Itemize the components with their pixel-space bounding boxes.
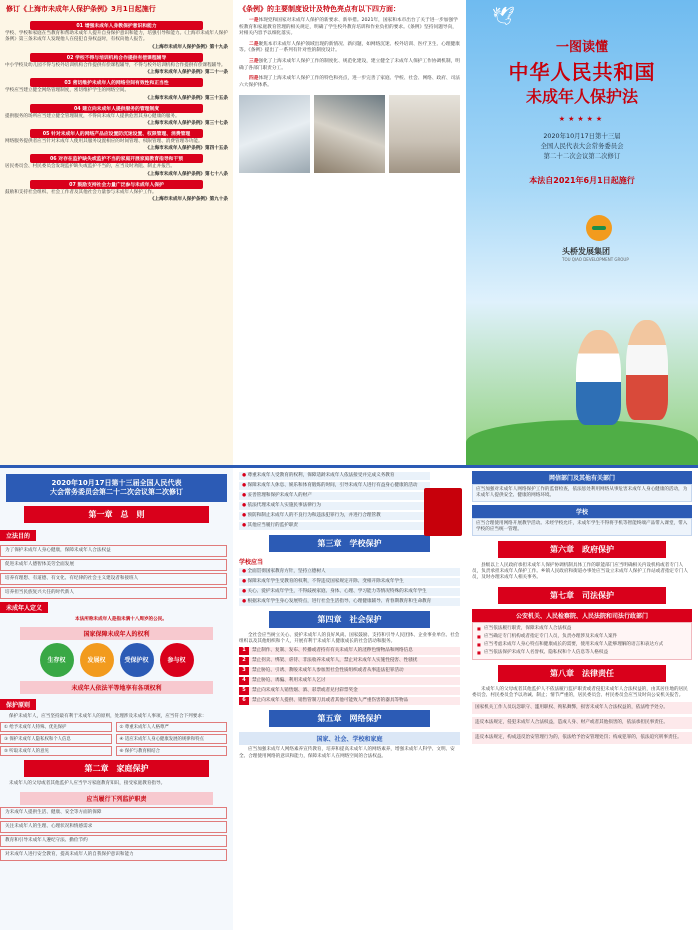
- school-head: 学校: [472, 505, 692, 518]
- regulation-item-head: 07 鼓励支持社会力量广泛参与未成年人保护: [30, 180, 203, 189]
- regulation-panel: [0, 0, 233, 465]
- society-prohibitions: [239, 647, 460, 705]
- principle-item: ② 尊重未成年人人格尊严: [116, 722, 228, 732]
- cover-subtitle: 一图读懂: [555, 40, 608, 55]
- guardian-duty-item: ● 依法代理未成年人实施民事法律行为: [239, 502, 430, 510]
- highlight-lead: 四是: [249, 76, 259, 82]
- highlight-paragraph: [239, 42, 460, 55]
- society-prohibition-number: 3: [239, 667, 249, 675]
- law-general-panel: [0, 465, 233, 930]
- law-book-icon: [424, 488, 462, 536]
- right-circle: 生存权: [40, 643, 74, 677]
- principle-text: 保护未成年人，应当坚持最有利于未成年人的原则，处理涉及未成年人事项，应当符合下列要求：: [9, 714, 207, 720]
- regulation-item-source: 《上海市未成年人保护条例》第十九条: [149, 44, 228, 50]
- principle-item: ④ 适应未成年人身心健康发展的规律和特点: [116, 734, 228, 744]
- family-duties-title: 应当履行下列监护职责: [20, 792, 213, 805]
- family-duties-list: [0, 807, 233, 861]
- judicial-item: ■ 应当确定专门机构或者指定专门人员，负责办理涉及未成年人案件: [476, 633, 688, 641]
- regulation-item: [5, 21, 228, 50]
- company-logo-icon: [586, 215, 612, 241]
- guardian-duty-item: ● 预防和制止未成年人的不良行为和违法犯罪行为，并进行合理管教: [239, 512, 430, 520]
- purpose-list: [0, 545, 233, 599]
- liability-box-1: 国家机关工作人员玩忽职守、滥用职权、徇私舞弊，损害未成年人合法权益的，依法给予处分。: [472, 702, 692, 714]
- purpose-tag: 立法目的: [0, 530, 36, 541]
- society-prohibition-text: 禁止胁迫、引诱、教唆未成年人参加黑社会性质组织或者从事违法犯罪活动: [249, 667, 460, 675]
- judicial-head: 公安机关、人民检察院、人民法院和司法行政部门: [472, 609, 692, 622]
- society-prohibition-text: 禁止拐卖、绑架、虐待、非法收养未成年人，禁止对未成年人实施性侵害、性骚扰: [249, 657, 460, 665]
- principle-tag: 保护原则: [0, 699, 36, 710]
- family-duty-item: 关注未成年人的生理、心理状况和情感需求: [0, 821, 227, 833]
- regulation-item-text: 鼓励和支持社会组织、社会工作者及其他社会力量参与未成年人保护工作。: [5, 189, 157, 195]
- regulation-items: [0, 21, 233, 202]
- liability-box-2: 违反本法规定，侵犯未成年人合法权益，造成人身、财产或者其他损害的，依法承担民事责任。: [472, 717, 692, 729]
- regulation-item: [5, 129, 228, 151]
- chapter-2-title: 第二章 家庭保护: [24, 760, 209, 777]
- school-subtitle: 学校应当: [239, 559, 264, 566]
- school-duty-item: ● 全面贯彻国家教育方针，坚持立德树人: [239, 568, 460, 576]
- regulation-item-text: 学校、学校和家庭在当教育和帮助未成年人提升自身保护意识和能力，培强引导和能力。《上海市未成年人保护条例》第三条未成年人发现他人在侵犯自身权益时，有权向他人报告。: [5, 31, 228, 43]
- network-subtitle: 国家、社会、学校和家庭: [239, 732, 460, 745]
- cover-title: 中华人民共和国: [508, 60, 656, 84]
- cyber-dept-head: 网信部门及其他有关部门: [472, 471, 692, 484]
- chapter-1-title: 第一章 总 则: [24, 506, 209, 523]
- society-text: 全社会应当树立关心、爱护未成年人的良好风尚。国家鼓励、支持和引导人民团体、企业事业单位、社会组织以及其他组织和个人，开展有利于未成年人健康成长的社会活动和服务。: [239, 633, 460, 645]
- society-prohibition-number: 2: [239, 657, 249, 665]
- school-society-panel: [233, 465, 466, 930]
- guardian-duty-item: ● 尊重未成年人受教育的权利，保障适龄未成年人依法接受并完成义务教育: [239, 472, 430, 480]
- school-text: 应当合理使用网络开展教学活动。未经学校允许，未成年学生不得将手机等智能终端产品带入课堂，带入学校的应当统一管理。: [472, 518, 692, 536]
- school-duties-list: [239, 568, 460, 606]
- highlight-lead: 二是: [249, 41, 259, 47]
- principle-grid: [0, 722, 227, 756]
- chapter-6-title: 第六章 政府保护: [498, 541, 666, 558]
- society-prohibition-text: 禁止制作、复制、发布、传播或者持有有关未成年人的淫秽色情物品和网络信息: [249, 647, 460, 655]
- regulation-item: [5, 53, 228, 75]
- regulation-item-source: 《上海市未成年人保护条例》第三十七条: [145, 121, 228, 127]
- effective-date: 本法自2021年6月1日起施行: [529, 176, 635, 185]
- highlight-paragraph: [239, 18, 460, 38]
- company-name: 头桥发展集团: [562, 247, 610, 256]
- principle-item: ⑥ 保护与教育相结合: [116, 746, 228, 756]
- purpose-item: 培养担当民族复兴大任的时代新人: [0, 587, 227, 599]
- society-prohibition-row: [239, 667, 460, 675]
- regulation-item-text: 中小学校及幼儿园不得与校外培训机构合作提供有偿课程辅导，不得与校外培训机构合作提供有偿课程辅导。: [5, 62, 226, 68]
- company-name-en: TOU QIAO DEVELOPMENT GROUP: [562, 257, 629, 262]
- regulation-item-source: 《上海市未成年人保护条例》第三十五条: [145, 95, 228, 101]
- liability-text: 未成年人的父母或者其他监护人不依法履行监护职责或者侵犯未成年人合法权益的，由其居住地的居民委员会、村民委员会予以劝诫、制止；情节严重的，居民委员会、村民委员会应当及时向公安机关报告。: [472, 686, 688, 698]
- highlight-text: 聚焦本市未成年人保护领域出现的新情况、新问题，如网络沉迷、校外培训、医疗卫生、心理健康等。《条例》提出了一系列有针对性的制度设计。: [239, 41, 460, 54]
- classroom-photo: [239, 95, 310, 173]
- guardian-duties-list: [239, 472, 430, 530]
- highlights-panel: [233, 0, 466, 465]
- regulation-item-source: 《上海市未成年人保护条例》第四十五条: [145, 146, 228, 152]
- society-prohibition-row: [239, 647, 460, 655]
- definition-text: 本法所称未成年人是指未满十八周岁的公民。: [75, 617, 167, 622]
- school-duty-item: ● 根据未成年学生身心发展特点，进行社会生活指导、心理健康辅导、青春期教育和生命教育: [239, 598, 460, 606]
- chapter-4-title: 第四章 社会保护: [269, 611, 430, 628]
- grass-illustration: [466, 420, 698, 465]
- cover-info-1: 2020年10月17日第十三届: [543, 132, 621, 140]
- regulation-item-head: 04 建立向未成年人提供服务的管理制度: [30, 104, 203, 113]
- regulation-item-source: 《上海市未成年人保护条例》第七十八条: [145, 171, 228, 177]
- regulation-item-head: 06 对存在监护缺失或监护不当的家庭开展家庭教育指导和干预: [30, 154, 203, 163]
- child-illustration-boy: [576, 330, 621, 425]
- highlight-lead: 一是: [249, 18, 259, 23]
- society-prohibition-row: [239, 697, 460, 705]
- purpose-item: 促进未成年人德智体美劳全面发展: [0, 559, 227, 571]
- highlight-text: 强化了上海未成年人保护工作的制度化、规范化建设，建立健全了未成年人保护工作协调机制，明确了各部门职责分工。: [239, 58, 460, 71]
- society-prohibition-number: 1: [239, 647, 249, 655]
- right-circle: 受保护权: [120, 643, 154, 677]
- regulation-item-source: 《上海市未成年人保护条例》第二十一条: [145, 70, 228, 76]
- highlight-paragraph: [239, 76, 460, 89]
- revision-banner-line-1: 2020年10月17日第十三届全国人民代表: [51, 479, 182, 487]
- government-judicial-panel: [466, 465, 698, 930]
- regulation-item-text: 网络服务提供者应当针对未成年人使用其服务设置相应的时间管理、权限管理、消费管理等功能。: [5, 139, 203, 145]
- society-prohibition-number: 4: [239, 677, 249, 685]
- guardian-duty-item: ● 保障未成年人休息、娱乐和体育锻炼的时间，引导未成年人进行有益身心健康的活动: [239, 482, 430, 490]
- regulation-item-head: 02 学校不得与培训机构合作提供有偿课程辅导: [30, 53, 203, 62]
- regulation-item: [5, 78, 228, 100]
- cover-info-2: 全国人民代表大会常务委员会: [540, 142, 624, 150]
- society-prohibition-row: [239, 657, 460, 665]
- revision-banner: [6, 474, 227, 502]
- chapter-7-title: 第七章 司法保护: [498, 587, 666, 604]
- regulation-title: 修订《上海市未成年人保护条例》3月1日起施行: [6, 5, 156, 13]
- chapter-3-title: 第三章 学校保护: [269, 535, 430, 552]
- judicial-item: ■ 应当考虑未成年人身心特点和健康成长的需要，使用未成年人能够理解的语言和表达方式: [476, 641, 688, 649]
- network-text: 应当加强未成年人网络素养宣传教育，培养和提高未成年人的网络素养，增强未成年人科学、文明、安全、合理使用网络的意识和能力，保障未成年人在网络空间的合法权益。: [239, 747, 455, 759]
- society-prohibition-text: 禁止向未成年人销售烟、酒、彩票或者兑付彩票奖金: [249, 687, 460, 695]
- highlight-text: 体现了上海未成年人保护工作的特色和亮点，进一步完善了家庭、学校、社会、网络、政府、司法六大保护体系。: [239, 76, 460, 88]
- society-prohibition-text: 禁止胁迫、诱骗、利用未成年人乞讨: [249, 677, 460, 685]
- principle-item: ③ 保护未成年人隐私权和个人信息: [0, 734, 112, 744]
- family-duty-item: 教育和引导未成年人遵纪守法、勤俭节约: [0, 835, 227, 847]
- regulation-item-source: 《上海市未成年人保护条例》第九十条: [149, 197, 228, 203]
- purpose-item: 为了保护未成年人身心健康，保障未成年人合法权益: [0, 545, 227, 557]
- highlights-paragraphs: [239, 18, 460, 89]
- regulation-item: [5, 154, 228, 176]
- purpose-item: 培养有理想、有道德、有文化、有纪律的社会主义建设者和接班人: [0, 573, 227, 585]
- star-row: ★★★★★: [558, 115, 606, 123]
- liability-box-3: 违反本法规定，构成违反治安管理行为的，依法给予治安管理处罚；构成犯罪的，依法追究刑事责任。: [472, 732, 692, 744]
- regulation-item-text: 居民委员会、村民委员会发现监护缺失或监护不当的，应当及时劝阻、制止并报告。: [5, 164, 175, 170]
- cyber-dept-text: 应当加强对未成年人网络保护工作的监督检查，依法惩处利用网络从事危害未成年人身心健康的活动，为未成年人提供安全、健康的网络环境。: [472, 484, 692, 502]
- chapter-5-title: 第五章 网络保护: [269, 710, 430, 727]
- regulation-item-head: 01 增强未成年人身教保护意识和能力: [30, 21, 203, 30]
- rights-circles: [0, 643, 233, 677]
- child-illustration-girl: [626, 320, 668, 420]
- judicial-item: ■ 应当依法履行职责，保障未成年人合法权益: [476, 625, 688, 633]
- revision-banner-line-2: 大会常务委员会第二十二次会议第二次修订: [50, 488, 183, 496]
- right-circle: 参与权: [160, 643, 194, 677]
- activity-room-photo: [389, 95, 460, 173]
- cover-panel: [466, 0, 698, 465]
- regulation-item-text: 提供服务的场所应当建立健全管理制度，不得向未成年人提供危害其身心健康的服务。: [5, 113, 180, 119]
- cover-title-2: 未成年人保护法: [525, 87, 638, 106]
- society-prohibition-number: 5: [239, 687, 249, 695]
- society-prohibition-text: 禁止向未成年人提供、销售管制刀具或者其他可能致人严重伤害的器具等物品: [249, 697, 460, 705]
- equal-rights: 未成年人依法平等地享有各项权利: [20, 681, 213, 694]
- photo-row: [239, 95, 460, 173]
- regulation-item-head: 05 针对未成年人的网络产品应设置防沉迷设置、权限管理、消费管理: [30, 129, 203, 138]
- chapter-8-title: 第八章 法律责任: [498, 665, 666, 682]
- school-duty-item: ● 保障未成年学生受教育的权利，不得违反国家规定开除、变相开除未成年学生: [239, 578, 460, 586]
- regulation-item-text: 学校应当建立健全网络管理制度，密切维护学生的网络空间。: [5, 88, 130, 94]
- family-text: 未成年人的父母或者其他监护人应当学习家庭教育知识，接受家庭教育指导。: [9, 781, 166, 787]
- judicial-list: [472, 622, 692, 660]
- hallway-photo: [314, 95, 385, 173]
- cover-info-3: 第二十二次会议第二次修订: [543, 152, 621, 160]
- family-duty-item: 为未成年人提供生活、健康、安全等方面的保障: [0, 807, 227, 819]
- dove-icon: 🕊: [492, 6, 515, 27]
- right-circle: 发展权: [80, 643, 114, 677]
- guardian-duty-item: ● 妥善管理和保护未成年人的财产: [239, 492, 430, 500]
- principle-item: ① 给予未成年人特殊、优先保护: [0, 722, 112, 732]
- government-text: 县级以上人民政府承担未成年人保护协调机制具体工作的职能部门应当明确相关内设机构或者专门人员，负责承担未成年人保护工作。乡镇人民政府和街道办事处应当设立未成年人保护工作站或者指定专门人员，及时办理未成年人相关事务。: [472, 563, 688, 581]
- highlight-text: 体现党和国家对未成年人保护的新要求、新举措。2021年，国家和本市出台了关于进一步加强学校教育和家庭教育管理的相关规定，明确了学生校外教育培训和作业负担的要求。《条例》坚持问题导向，对相关内容予以细化落实。: [239, 18, 458, 37]
- guardian-duty-item: ● 其他应当履行的监护职责: [239, 522, 430, 530]
- regulation-item-head: 03 密切维护未成年人的网络空间有效性和正当性: [30, 78, 203, 87]
- rights-title: 国家保障未成年人的权利: [20, 627, 213, 640]
- highlight-lead: 三是: [249, 58, 259, 64]
- society-prohibition-number: 6: [239, 697, 249, 705]
- society-prohibition-row: [239, 677, 460, 685]
- highlight-paragraph: [239, 59, 460, 72]
- school-duty-item: ● 关心、爱护未成年学生，不得歧视家庭、身体、心理、学习能力等情况特殊的未成年学生: [239, 588, 460, 596]
- definition-tag: 未成年人定义: [0, 602, 48, 613]
- family-duty-item: 对未成年人进行安全教育，提高未成年人的自我保护意识和能力: [0, 849, 227, 861]
- society-prohibition-row: [239, 687, 460, 695]
- principle-item: ⑤ 听取未成年人的意见: [0, 746, 112, 756]
- regulation-item: [5, 180, 228, 202]
- highlights-title: 《条例》的主要制度设计及特色亮点有以下四方面：: [239, 5, 400, 13]
- regulation-item: [5, 104, 228, 126]
- judicial-item: ■ 应当依法保护未成年人名誉权、隐私权和个人信息等人格权益: [476, 649, 688, 657]
